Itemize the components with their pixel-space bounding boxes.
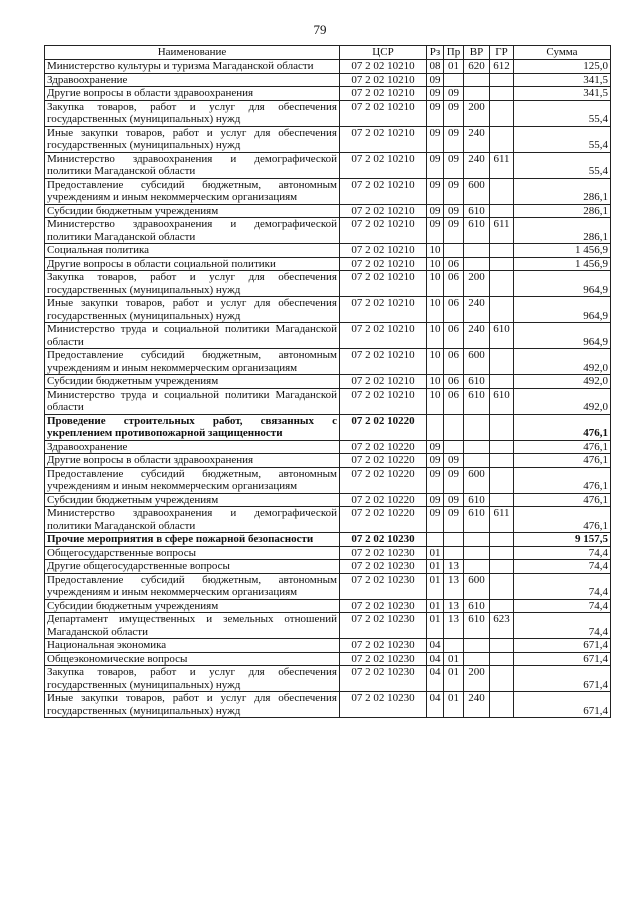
- cell-name: Закупка товаров, работ и услуг для обеспечения государственных (муниципальных) нужд: [45, 271, 340, 297]
- cell-rz: 09: [427, 73, 444, 87]
- table-row: [45, 467, 611, 493]
- header-row: [45, 46, 611, 60]
- header-pr: Пр: [444, 46, 464, 60]
- cell-name: Предоставление субсидий бюджетным, автономным учреждениям и иным некоммерческим организациям: [45, 349, 340, 375]
- cell-sum: 74,4: [514, 613, 611, 639]
- cell-name: Субсидии бюджетным учреждениям: [45, 599, 340, 613]
- cell-rz: [427, 533, 444, 547]
- cell-pr: 06: [444, 271, 464, 297]
- cell-gr: 611: [490, 152, 514, 178]
- table-row: [45, 507, 611, 533]
- cell-gr: [490, 297, 514, 323]
- cell-name: Другие вопросы в области здравоохранения: [45, 454, 340, 468]
- cell-name: Другие вопросы в области здравоохранения: [45, 87, 340, 101]
- cell-rz: 01: [427, 573, 444, 599]
- cell-csr: 07 2 02 10210: [340, 257, 427, 271]
- cell-sum: 1 456,9: [514, 244, 611, 258]
- cell-sum: 964,9: [514, 297, 611, 323]
- cell-csr: 07 2 02 10210: [340, 375, 427, 389]
- cell-vr: [464, 414, 490, 440]
- cell-rz: 01: [427, 613, 444, 639]
- cell-csr: 07 2 02 10210: [340, 388, 427, 414]
- cell-name: Предоставление субсидий бюджетным, автономным учреждениям и иным некоммерческим организациям: [45, 467, 340, 493]
- cell-gr: [490, 546, 514, 560]
- cell-gr: [490, 349, 514, 375]
- cell-vr: 600: [464, 467, 490, 493]
- cell-csr: 07 2 02 10210: [340, 323, 427, 349]
- cell-sum: 671,4: [514, 692, 611, 718]
- cell-csr: 07 2 02 10210: [340, 87, 427, 101]
- cell-rz: 09: [427, 178, 444, 204]
- cell-pr: 09: [444, 204, 464, 218]
- cell-sum: 492,0: [514, 349, 611, 375]
- cell-csr: 07 2 02 10230: [340, 560, 427, 574]
- table-row: [45, 388, 611, 414]
- cell-vr: 610: [464, 493, 490, 507]
- cell-pr: 06: [444, 388, 464, 414]
- cell-gr: [490, 692, 514, 718]
- cell-csr: 07 2 02 10210: [340, 349, 427, 375]
- cell-gr: [490, 375, 514, 389]
- cell-csr: 07 2 02 10230: [340, 692, 427, 718]
- cell-gr: [490, 493, 514, 507]
- cell-rz: 09: [427, 126, 444, 152]
- cell-vr: 610: [464, 388, 490, 414]
- header-sum: Сумма: [514, 46, 611, 60]
- cell-sum: 1 456,9: [514, 257, 611, 271]
- cell-sum: 671,4: [514, 652, 611, 666]
- cell-name: Общегосударственные вопросы: [45, 546, 340, 560]
- cell-csr: 07 2 02 10210: [340, 152, 427, 178]
- cell-csr: 07 2 02 10210: [340, 100, 427, 126]
- cell-csr: 07 2 02 10220: [340, 414, 427, 440]
- table-row: [45, 493, 611, 507]
- cell-pr: [444, 244, 464, 258]
- cell-rz: 09: [427, 493, 444, 507]
- cell-pr: [444, 533, 464, 547]
- cell-csr: 07 2 02 10230: [340, 599, 427, 613]
- cell-gr: [490, 440, 514, 454]
- cell-csr: 07 2 02 10230: [340, 533, 427, 547]
- cell-sum: 125,0: [514, 60, 611, 74]
- cell-vr: [464, 257, 490, 271]
- cell-vr: 200: [464, 271, 490, 297]
- cell-rz: 01: [427, 599, 444, 613]
- cell-sum: 964,9: [514, 323, 611, 349]
- cell-csr: 07 2 02 10220: [340, 440, 427, 454]
- cell-rz: 09: [427, 87, 444, 101]
- table-body: [45, 60, 611, 718]
- table-row: [45, 87, 611, 101]
- cell-pr: 09: [444, 218, 464, 244]
- cell-name: Здравоохранение: [45, 440, 340, 454]
- cell-sum: 476,1: [514, 507, 611, 533]
- cell-csr: 07 2 02 10210: [340, 244, 427, 258]
- cell-sum: 9 157,5: [514, 533, 611, 547]
- cell-sum: 55,4: [514, 100, 611, 126]
- cell-pr: 01: [444, 666, 464, 692]
- cell-sum: 492,0: [514, 375, 611, 389]
- cell-name: Предоставление субсидий бюджетным, автономным учреждениям и иным некоммерческим организациям: [45, 178, 340, 204]
- cell-csr: 07 2 02 10210: [340, 204, 427, 218]
- cell-name: Общеэкономические вопросы: [45, 652, 340, 666]
- cell-name: Департамент имущественных и земельных отношений Магаданской области: [45, 613, 340, 639]
- cell-gr: [490, 100, 514, 126]
- cell-name: Национальная экономика: [45, 639, 340, 653]
- cell-name: Закупка товаров, работ и услуг для обеспечения государственных (муниципальных) нужд: [45, 666, 340, 692]
- cell-name: Закупка товаров, работ и услуг для обеспечения государственных (муниципальных) нужд: [45, 100, 340, 126]
- cell-csr: 07 2 02 10220: [340, 454, 427, 468]
- cell-name: Субсидии бюджетным учреждениям: [45, 375, 340, 389]
- cell-gr: [490, 560, 514, 574]
- table-header: [45, 46, 611, 60]
- cell-csr: 07 2 02 10230: [340, 652, 427, 666]
- page-number: 79: [313, 22, 327, 37]
- cell-pr: 06: [444, 375, 464, 389]
- cell-vr: 200: [464, 666, 490, 692]
- cell-rz: 09: [427, 507, 444, 533]
- cell-name: Министерство здравоохранения и демографической политики Магаданской области: [45, 507, 340, 533]
- cell-pr: 09: [444, 467, 464, 493]
- cell-name: Другие вопросы в области социальной политики: [45, 257, 340, 271]
- cell-sum: 341,5: [514, 73, 611, 87]
- cell-name: Социальная политика: [45, 244, 340, 258]
- table-row: [45, 204, 611, 218]
- cell-sum: 286,1: [514, 204, 611, 218]
- table-row: [45, 560, 611, 574]
- cell-gr: [490, 639, 514, 653]
- cell-csr: 07 2 02 10210: [340, 73, 427, 87]
- cell-vr: 610: [464, 204, 490, 218]
- cell-name: Министерство труда и социальной политики Магаданской области: [45, 388, 340, 414]
- table-row: [45, 349, 611, 375]
- cell-vr: [464, 652, 490, 666]
- cell-pr: 09: [444, 126, 464, 152]
- cell-csr: 07 2 02 10230: [340, 666, 427, 692]
- cell-rz: 10: [427, 244, 444, 258]
- table-row: [45, 257, 611, 271]
- cell-vr: [464, 560, 490, 574]
- cell-rz: 04: [427, 639, 444, 653]
- cell-sum: 74,4: [514, 560, 611, 574]
- cell-sum: 74,4: [514, 546, 611, 560]
- cell-gr: [490, 87, 514, 101]
- table-row: [45, 533, 611, 547]
- cell-name: Министерство здравоохранения и демографической политики Магаданской области: [45, 218, 340, 244]
- cell-sum: 74,4: [514, 599, 611, 613]
- table-row: [45, 666, 611, 692]
- table-row: [45, 454, 611, 468]
- cell-vr: [464, 533, 490, 547]
- table-row: [45, 152, 611, 178]
- cell-name: Другие общегосударственные вопросы: [45, 560, 340, 574]
- cell-pr: 13: [444, 613, 464, 639]
- cell-gr: 611: [490, 218, 514, 244]
- cell-name: Иные закупки товаров, работ и услуг для обеспечения государственных (муниципальных) нужд: [45, 297, 340, 323]
- cell-pr: 01: [444, 652, 464, 666]
- cell-gr: 610: [490, 323, 514, 349]
- cell-pr: 13: [444, 573, 464, 599]
- cell-name: Проведение строительных работ, связанных с укреплением противопожарной защищенности: [45, 414, 340, 440]
- table-row: [45, 573, 611, 599]
- cell-vr: [464, 87, 490, 101]
- cell-pr: 09: [444, 178, 464, 204]
- cell-pr: [444, 639, 464, 653]
- cell-sum: 55,4: [514, 152, 611, 178]
- cell-pr: 06: [444, 257, 464, 271]
- cell-gr: [490, 126, 514, 152]
- cell-vr: 600: [464, 349, 490, 375]
- cell-vr: [464, 73, 490, 87]
- cell-vr: 240: [464, 126, 490, 152]
- cell-csr: 07 2 02 10210: [340, 271, 427, 297]
- cell-pr: 09: [444, 454, 464, 468]
- cell-rz: 09: [427, 454, 444, 468]
- cell-gr: [490, 454, 514, 468]
- cell-rz: 09: [427, 218, 444, 244]
- cell-csr: 07 2 02 10210: [340, 126, 427, 152]
- table-row: [45, 218, 611, 244]
- cell-gr: [490, 533, 514, 547]
- cell-gr: [490, 652, 514, 666]
- table-row: [45, 639, 611, 653]
- cell-vr: [464, 440, 490, 454]
- header-gr: ГР: [490, 46, 514, 60]
- cell-pr: 06: [444, 349, 464, 375]
- table-row: [45, 73, 611, 87]
- cell-pr: [444, 546, 464, 560]
- cell-csr: 07 2 02 10210: [340, 60, 427, 74]
- cell-vr: 200: [464, 100, 490, 126]
- cell-name: Субсидии бюджетным учреждениям: [45, 493, 340, 507]
- cell-csr: 07 2 02 10230: [340, 573, 427, 599]
- cell-gr: [490, 204, 514, 218]
- cell-gr: [490, 73, 514, 87]
- cell-sum: 286,1: [514, 218, 611, 244]
- table-row: [45, 546, 611, 560]
- cell-rz: 10: [427, 388, 444, 414]
- cell-rz: 10: [427, 257, 444, 271]
- cell-csr: 07 2 02 10220: [340, 493, 427, 507]
- table-row: [45, 60, 611, 74]
- cell-csr: 07 2 02 10220: [340, 507, 427, 533]
- table-row: [45, 323, 611, 349]
- cell-vr: 610: [464, 613, 490, 639]
- cell-gr: [490, 573, 514, 599]
- cell-gr: [490, 244, 514, 258]
- table-row: [45, 297, 611, 323]
- cell-vr: [464, 244, 490, 258]
- cell-vr: 240: [464, 297, 490, 323]
- cell-sum: 671,4: [514, 666, 611, 692]
- cell-gr: 612: [490, 60, 514, 74]
- cell-pr: 09: [444, 507, 464, 533]
- cell-gr: [490, 467, 514, 493]
- cell-vr: 610: [464, 218, 490, 244]
- cell-pr: 13: [444, 599, 464, 613]
- table-row: [45, 244, 611, 258]
- table-row: [45, 100, 611, 126]
- cell-gr: [490, 271, 514, 297]
- cell-sum: 476,1: [514, 440, 611, 454]
- table-row: [45, 652, 611, 666]
- table-row: [45, 375, 611, 389]
- cell-rz: 09: [427, 152, 444, 178]
- cell-pr: 09: [444, 100, 464, 126]
- cell-rz: 10: [427, 375, 444, 389]
- cell-vr: 610: [464, 599, 490, 613]
- cell-gr: 623: [490, 613, 514, 639]
- cell-csr: 07 2 02 10220: [340, 467, 427, 493]
- cell-name: Прочие мероприятия в сфере пожарной безопасности: [45, 533, 340, 547]
- cell-rz: 09: [427, 440, 444, 454]
- cell-sum: 476,1: [514, 414, 611, 440]
- table-row: [45, 414, 611, 440]
- cell-vr: 610: [464, 507, 490, 533]
- cell-sum: 476,1: [514, 467, 611, 493]
- budget-table: [44, 45, 611, 718]
- cell-sum: 286,1: [514, 178, 611, 204]
- cell-rz: 08: [427, 60, 444, 74]
- cell-csr: 07 2 02 10230: [340, 639, 427, 653]
- cell-rz: 09: [427, 467, 444, 493]
- table-row: [45, 613, 611, 639]
- cell-name: Здравоохранение: [45, 73, 340, 87]
- cell-gr: 611: [490, 507, 514, 533]
- cell-sum: 476,1: [514, 493, 611, 507]
- header-name: Наименование: [45, 46, 340, 60]
- cell-rz: 10: [427, 271, 444, 297]
- cell-pr: 13: [444, 560, 464, 574]
- cell-rz: 04: [427, 652, 444, 666]
- cell-csr: 07 2 02 10210: [340, 178, 427, 204]
- cell-rz: 04: [427, 666, 444, 692]
- table-row: [45, 178, 611, 204]
- cell-vr: 600: [464, 573, 490, 599]
- cell-gr: 610: [490, 388, 514, 414]
- cell-csr: 07 2 02 10210: [340, 297, 427, 323]
- cell-vr: 600: [464, 178, 490, 204]
- cell-vr: 240: [464, 323, 490, 349]
- cell-gr: [490, 414, 514, 440]
- cell-pr: 09: [444, 493, 464, 507]
- cell-sum: 74,4: [514, 573, 611, 599]
- cell-pr: 06: [444, 323, 464, 349]
- cell-gr: [490, 178, 514, 204]
- cell-sum: 964,9: [514, 271, 611, 297]
- header-vr: ВР: [464, 46, 490, 60]
- cell-pr: 01: [444, 60, 464, 74]
- cell-vr: 610: [464, 375, 490, 389]
- cell-rz: 10: [427, 323, 444, 349]
- cell-pr: 09: [444, 87, 464, 101]
- cell-pr: [444, 414, 464, 440]
- cell-vr: [464, 639, 490, 653]
- cell-rz: 09: [427, 204, 444, 218]
- cell-name: Субсидии бюджетным учреждениям: [45, 204, 340, 218]
- cell-rz: 04: [427, 692, 444, 718]
- cell-sum: 476,1: [514, 454, 611, 468]
- table-row: [45, 692, 611, 718]
- cell-sum: 671,4: [514, 639, 611, 653]
- cell-rz: 10: [427, 349, 444, 375]
- cell-vr: [464, 454, 490, 468]
- cell-sum: 341,5: [514, 87, 611, 101]
- cell-name: Иные закупки товаров, работ и услуг для обеспечения государственных (муниципальных) нужд: [45, 692, 340, 718]
- cell-vr: [464, 546, 490, 560]
- table-row: [45, 126, 611, 152]
- cell-rz: 01: [427, 546, 444, 560]
- cell-name: Министерство культуры и туризма Магаданской области: [45, 60, 340, 74]
- cell-rz: 09: [427, 100, 444, 126]
- cell-pr: 06: [444, 297, 464, 323]
- cell-name: Иные закупки товаров, работ и услуг для обеспечения государственных (муниципальных) нужд: [45, 126, 340, 152]
- table-row: [45, 440, 611, 454]
- cell-pr: [444, 440, 464, 454]
- cell-gr: [490, 666, 514, 692]
- cell-vr: 620: [464, 60, 490, 74]
- cell-rz: 01: [427, 560, 444, 574]
- cell-pr: 01: [444, 692, 464, 718]
- cell-sum: 492,0: [514, 388, 611, 414]
- cell-vr: 240: [464, 152, 490, 178]
- table-row: [45, 599, 611, 613]
- cell-sum: 55,4: [514, 126, 611, 152]
- cell-vr: 240: [464, 692, 490, 718]
- cell-csr: 07 2 02 10230: [340, 546, 427, 560]
- header-rz: Рз: [427, 46, 444, 60]
- cell-csr: 07 2 02 10210: [340, 218, 427, 244]
- cell-pr: 09: [444, 152, 464, 178]
- cell-name: Предоставление субсидий бюджетным, автономным учреждениям и иным некоммерческим организациям: [45, 573, 340, 599]
- cell-rz: 10: [427, 297, 444, 323]
- cell-pr: [444, 73, 464, 87]
- cell-csr: 07 2 02 10230: [340, 613, 427, 639]
- cell-gr: [490, 257, 514, 271]
- header-csr: ЦСР: [340, 46, 427, 60]
- cell-name: Министерство труда и социальной политики Магаданской области: [45, 323, 340, 349]
- cell-gr: [490, 599, 514, 613]
- cell-name: Министерство здравоохранения и демографической политики Магаданской области: [45, 152, 340, 178]
- cell-rz: [427, 414, 444, 440]
- table-row: [45, 271, 611, 297]
